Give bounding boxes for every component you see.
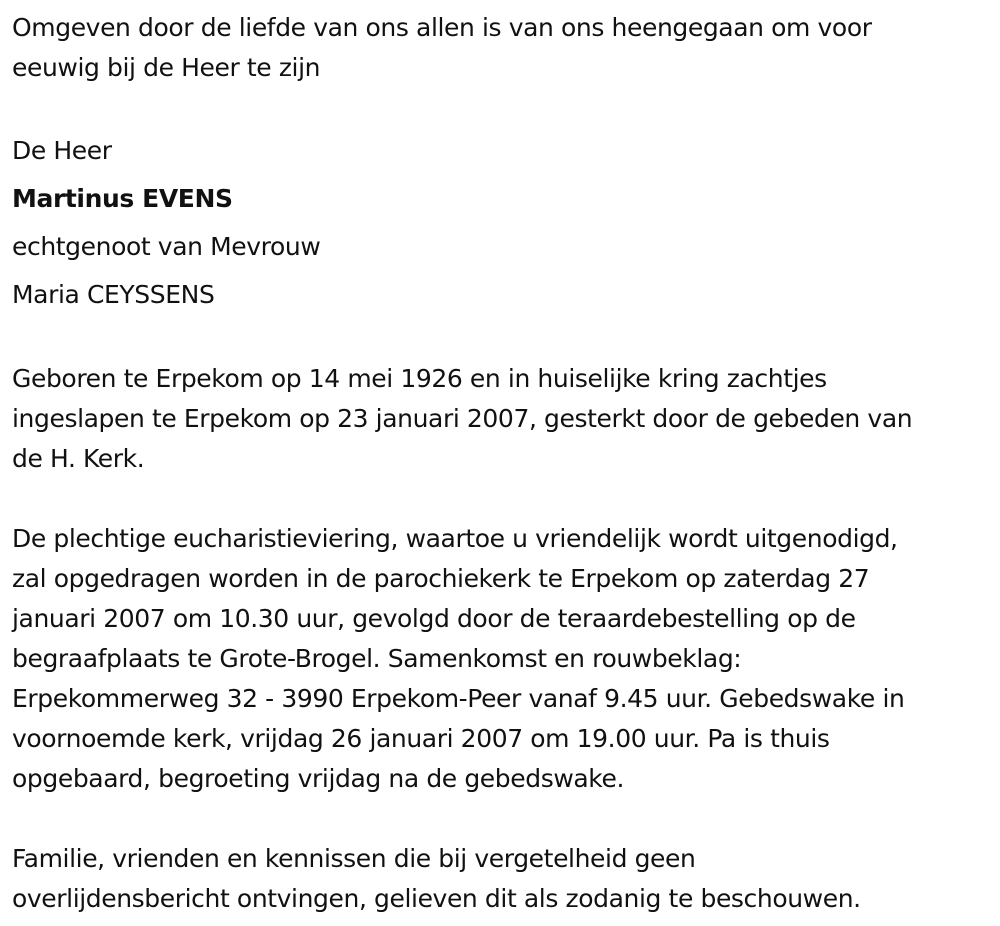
deceased-relation: echtgenoot van Mevrouw: [12, 232, 321, 261]
ceremony-line: Erpekommerweg 32 - 3990 Erpekom-Peer vanaf 9.45 uur. Gebedswake in: [12, 684, 905, 713]
birth-death-line: Geboren te Erpekom op 14 mei 1926 en in huiselijke kring zachtjes: [12, 364, 827, 393]
ceremony-paragraph: [12, 519, 988, 799]
spacer: [12, 799, 988, 839]
spouse-name: Maria CEYSSENS: [12, 280, 215, 309]
birth-death-line: ingeslapen te Erpekom op 23 januari 2007, gesterkt door de gebeden van: [12, 404, 913, 433]
closing-line: Familie, vrienden en kennissen die bij vergetelheid geen: [12, 844, 696, 873]
spacer: [12, 88, 988, 127]
ceremony-line: voornoemde kerk, vrijdag 26 januari 2007 om 19.00 uur. Pa is thuis: [12, 724, 830, 753]
ceremony-line: De plechtige eucharistieviering, waartoe u vriendelijk wordt uitgenodigd,: [12, 524, 898, 553]
birth-death-line: de H. Kerk.: [12, 444, 145, 473]
ceremony-line: januari 2007 om 10.30 uur, gevolgd door de teraardebestelling op de: [12, 604, 856, 633]
intro-line: Omgeven door de liefde van ons allen is van ons heengegaan om voor: [12, 13, 872, 42]
spacer: [12, 479, 988, 519]
spacer: [12, 319, 988, 359]
intro-paragraph: [12, 8, 988, 88]
ceremony-line: opgebaard, begroeting vrijdag na de gebedswake.: [12, 764, 625, 793]
deceased-name: Martinus EVENS: [12, 184, 233, 213]
deceased-block: [12, 127, 988, 319]
ceremony-line: zal opgedragen worden in de parochiekerk te Erpekom op zaterdag 27: [12, 564, 870, 593]
ceremony-line: begraafplaats te Grote-Brogel. Samenkomst en rouwbeklag:: [12, 644, 742, 673]
closing-line: overlijdensbericht ontvingen, gelieven dit als zodanig te beschouwen.: [12, 884, 861, 913]
closing-paragraph: [12, 839, 988, 919]
intro-line: eeuwig bij de Heer te zijn: [12, 53, 321, 82]
birth-death-paragraph: [12, 359, 988, 479]
deceased-title: De Heer: [12, 136, 112, 165]
